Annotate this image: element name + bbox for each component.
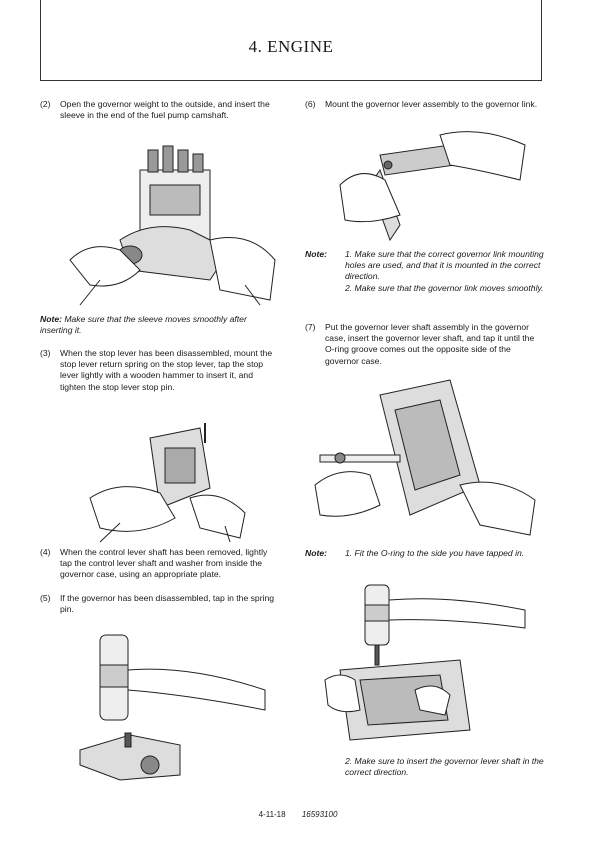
step-number: (4) — [40, 547, 51, 557]
step-number: (2) — [40, 99, 51, 109]
page-title: 4. ENGINE — [248, 37, 334, 56]
figure-governor-lever — [330, 125, 530, 245]
page-header — [40, 0, 542, 81]
step-text: When the control lever shaft has been removed, lightly tap the control lever shaft and washer from inside the governor case, using an appropriate plate. — [60, 547, 268, 580]
note-item: 2. Make sure that the governor link moves smoothly. — [345, 282, 544, 293]
step-4 — [40, 547, 280, 581]
page-footer — [0, 810, 596, 819]
note-item: 1. Fit the O-ring to the side you have tapped in. — [345, 548, 525, 559]
figure-stop-lever — [80, 418, 250, 543]
note-label: Note: — [305, 548, 327, 558]
step-number: (7) — [305, 322, 316, 332]
step-3 — [40, 348, 280, 393]
note-label: Note: — [305, 249, 327, 259]
note-text: Make sure that the sleeve moves smoothly after inserting it. — [40, 314, 247, 336]
note-item: 2. Make sure to insert the governor lever shaft in the correct direction. — [345, 756, 544, 778]
note-governor-link — [305, 249, 545, 294]
figure-governor-lever-shaft — [310, 375, 540, 540]
page-number: 4-11-18 — [258, 810, 286, 819]
note-o-ring — [305, 548, 545, 559]
step-text: Put the governor lever shaft assembly in the governor case, insert the governor lever shaft, and tap it until the O-ring groove comes out the opposite side of the governor case. — [325, 322, 535, 366]
step-number: (5) — [40, 593, 51, 603]
note-item: 1. Make sure that the correct governor link mounting holes are used, and that it is mounted in the correct direction. — [345, 249, 544, 282]
note-label: Note: — [40, 314, 62, 324]
step-5 — [40, 593, 280, 615]
document-code: 16593100 — [301, 810, 338, 819]
step-text: If the governor has been disassembled, tap in the spring pin. — [60, 593, 275, 615]
step-text: When the stop lever has been disassembled, mount the stop lever return spring on the stop lever, tap the stop lever lightly with a wooden hammer to insert it, and tighten the stop lever stop pin. — [60, 348, 273, 392]
step-6 — [305, 99, 545, 110]
step-text: Mount the governor lever assembly to the governor link. — [325, 99, 538, 109]
note-sleeve — [40, 314, 280, 336]
step-number: (3) — [40, 348, 51, 358]
step-7 — [305, 322, 545, 367]
step-number: (6) — [305, 99, 316, 109]
step-2 — [40, 99, 280, 121]
step-text: Open the governor weight to the outside, and insert the sleeve in the end of the fuel pump camshaft. — [60, 99, 270, 121]
figure-o-ring-hammer — [320, 580, 530, 750]
figure-spring-pin-hammer — [70, 625, 270, 790]
figure-fuel-pump-sleeve — [60, 140, 280, 310]
note-shaft-direction — [305, 756, 545, 778]
